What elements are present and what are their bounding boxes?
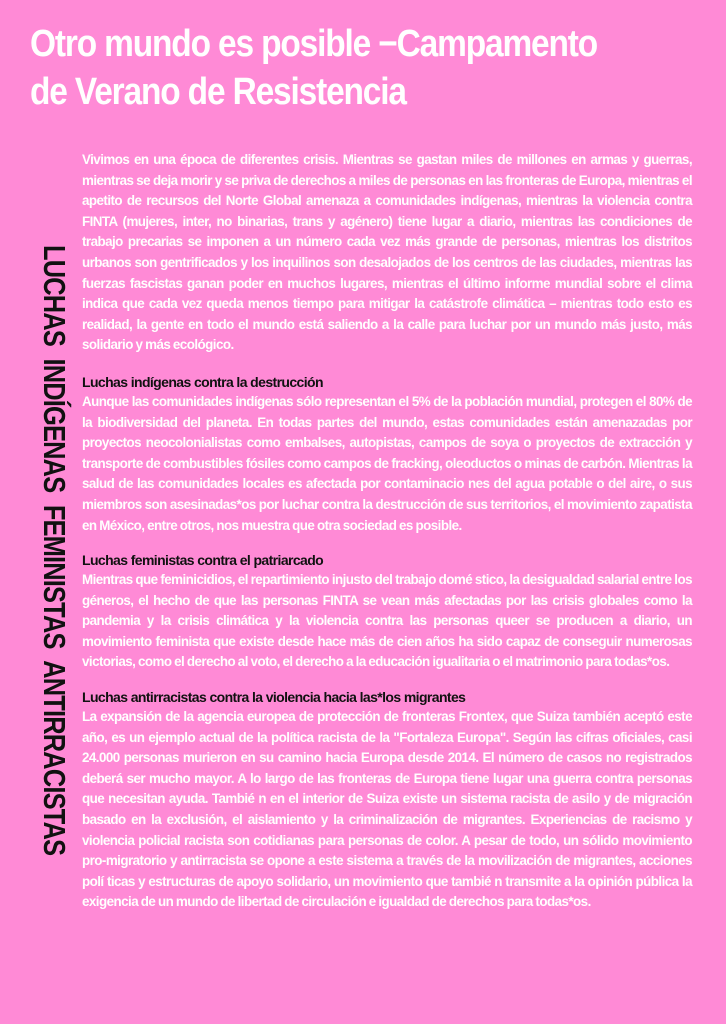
page-title: Otro mundo es posible −Campamento de Verano de Resistencia <box>30 23 598 113</box>
section-indigenous <box>82 372 692 536</box>
vertical-side-label-text: LUCHAS INDÍGENAS FEMINISTAS ANTIRRACISTAS <box>37 245 72 856</box>
vertical-side-banner <box>28 245 80 980</box>
section-body: Aunque las comunidades indígenas sólo representan el 5% de la población mundial, protegen el 80% de la biodiversidad del planeta. En todas partes del mundo, estas comunidades están amenazadas por proyectos neocolonialistas como embalses, autopistas, campos de soya o proyectos de extracción y transporte de combustibles fósiles como campos de fracking, oleoductos o minas de carbón. Mientras la salud de las comunidades locales es afectada por contaminacio nes del agua potable o del aire, o sus miembros son asesinadas*os por luchar contra la destrucción de sus territorios, el movimiento zapatista en México, entre otros, nos muestra que otra sociedad es posible. <box>82 393 692 533</box>
section-body: La expansión de la agencia europea de protección de fronteras Frontex, que Suiza también aceptó este año, es un ejemplo actual de la política racista de la "Fortaleza Europa". Según las cifras oficiales, casi 24.000 personas murieron en su camino hacia Europa desde 2014. El número de casos no registrados deberá ser mucho mayor. A lo largo de las fronteras de Europa tiene lugar una guerra contra personas que necesitan ayuda. Tambié n en el interior de Suiza existe un sistema racista de asilo y de migración basado en la exclusión, el aislamiento y la criminalización de migrantes. Experiencias de racismo y violencia policial racista son cotidianas para personas de color. A pesar de todo, un sólido movimiento pro-migratorio y antirracista se opone a este sistema a través de la movilización de migrantes, acciones polí ticas y estructuras de apoyo solidario, un movimiento que tambié n transmite a la opinión pública la exigencia de un mundo de libertad de circulación e igualdad de derechos para todas*os. <box>82 709 692 910</box>
intro-paragraph: Vivimos en una época de diferentes crisis. Mientras se gastan miles de millones en armas y guerras, mientras se deja morir y se priva de derechos a miles de personas en las fronteras de Europa, mientras el apetito de recursos del Norte Global amenaza a comunidades indígenas, mientras la violencia contra FINTA (mujeres, inter, no binarias, trans y agénero) tiene lugar a diario, mientras las condiciones de trabajo precarias se imponen a un número cada vez más grande de personas, mientras los distritos urbanos son gentrificados y los inquilinos son desalojados de los centros de las ciudades, mientras las fuerzas fascistas ganan poder en muchos lugares, mientras el último informe mundial sobre el clima indica que cada vez queda menos tiempo para mitigar la catástrofe climática – mientras todo esto es realidad, la gente en todo el mundo está saliendo a la calle para luchar por un mundo más justo, más solidario y más ecológico. <box>82 152 692 353</box>
section-antiracist <box>82 687 692 913</box>
main-text-column <box>82 150 692 927</box>
section-body: Mientras que feminicidios, el repartimiento injusto del trabajo domé stico, la desigualdad salarial entre los géneros, el hecho de que las personas FINTA se vean más afectadas por las crisis globales como la pandemia y la crisis climática y la violencia contra las personas queer se producen a diario, un movimiento feminista que existe desde hace más de cien años ha sido capaz de conseguir numerosas victorias, como el derecho al voto, el derecho a la educación igualitaria o el matrimonio para todas*os. <box>82 572 692 670</box>
section-heading: Luchas antirracistas contra la violencia hacia las*los migrantes <box>82 689 466 706</box>
section-feminist <box>82 550 692 673</box>
section-heading: Luchas indígenas contra la destrucción <box>82 373 323 390</box>
section-heading: Luchas feministas contra el patriarcado <box>82 552 324 569</box>
vertical-side-label <box>34 245 74 980</box>
